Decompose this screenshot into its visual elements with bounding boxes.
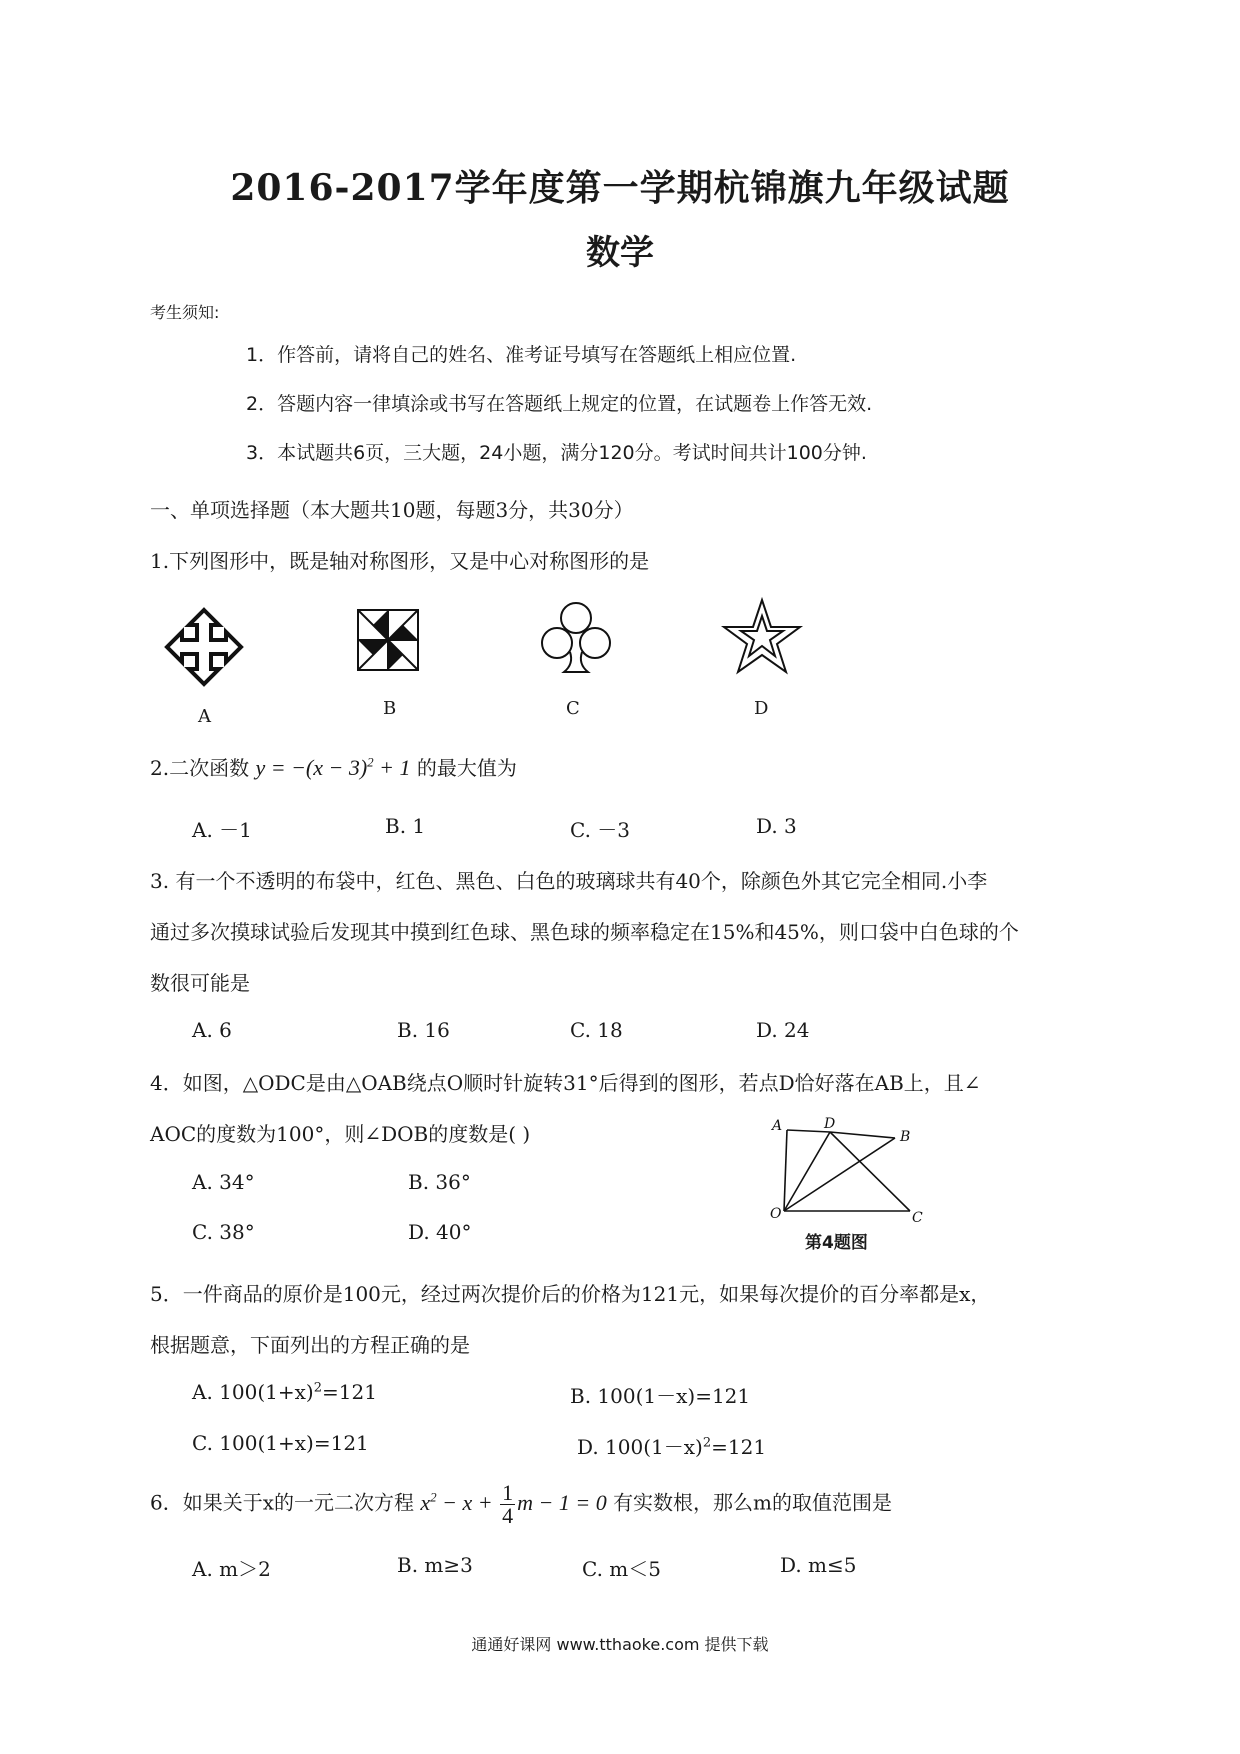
q5-option-d <box>577 1431 766 1460</box>
q5-option-a <box>192 1380 377 1404</box>
q6-prefix: 6．如果关于x的一元二次方程 <box>150 1490 415 1515</box>
notice-heading: 考生须知: <box>150 303 220 322</box>
q4-point-a: A <box>772 1118 783 1134</box>
q3-line-1: 3. 有一个不透明的布袋中，红色、黑色、白色的玻璃球共有40个，除颜色外其它完全相同.小李 <box>150 869 988 893</box>
q6-formula-middle: − x + <box>436 1489 499 1515</box>
q2-formula-exponent: 2 <box>367 754 374 770</box>
q6-formula-exponent: 2 <box>430 1489 437 1505</box>
q2-prefix: 2.二次函数 <box>150 756 250 780</box>
q3-option-a: A. 6 <box>192 1018 232 1042</box>
q5-option-a-rhs: =121 <box>321 1380 377 1404</box>
q2-formula-lhs: y = −(x − 3) <box>255 755 368 780</box>
notice-item-3: 3．本试题共6页，三大题，24小题，满分120分。考试时间共计100分钟. <box>246 442 867 464</box>
pinwheel-icon <box>356 608 420 672</box>
notice-item-2: 2．答题内容一律填涂或书写在答题纸上规定的位置，在试题卷上作答无效. <box>246 393 873 415</box>
q6-option-c: C. m＜5 <box>582 1557 661 1581</box>
q4-option-c: C. 38° <box>192 1220 255 1244</box>
exam-title: 2016-2017学年度第一学期杭锦旗九年级试题 <box>230 167 1010 209</box>
q3-option-c: C. 18 <box>570 1018 623 1042</box>
q3-line-3: 数很可能是 <box>150 971 250 995</box>
q6-formula-x: x <box>420 1489 431 1515</box>
q5-option-d-exponent: 2 <box>702 1435 712 1451</box>
q5-line-2: 根据题意，下面列出的方程正确的是 <box>150 1333 470 1357</box>
q6-formula <box>420 1480 607 1528</box>
q4-line-2: AOC的度数为100°，则∠DOB的度数是( ) <box>150 1122 531 1146</box>
q4-figure-caption: 第4题图 <box>805 1233 868 1253</box>
q1-figure-label-b: B <box>383 698 397 719</box>
q5-option-a-exponent: 2 <box>313 1380 322 1396</box>
q4-point-c: C <box>912 1210 923 1226</box>
q6-fraction <box>500 1482 515 1527</box>
q2-suffix: 的最大值为 <box>416 756 517 780</box>
q4-point-o: O <box>770 1206 782 1222</box>
q4-option-d: D. 40° <box>408 1220 472 1244</box>
q3-line-2: 通过多次摸球试验后发现其中摸到红色球、黑色球的频率稳定在15%和45%，则口袋中白色球的个 <box>150 920 1019 944</box>
q2-formula-rhs: + 1 <box>373 755 411 780</box>
subject-title: 数学 <box>586 233 654 273</box>
page-footer: 通通好课网 www.tthaoke.com 提供下载 <box>471 1635 769 1654</box>
notice-item-1: 1．作答前，请将自己的姓名、准考证号填写在答题纸上相应位置. <box>246 344 797 366</box>
q3-option-d: D. 24 <box>756 1018 810 1042</box>
q5-option-b: B. 100(1－x)=121 <box>570 1384 751 1408</box>
q6-fraction-numerator: 1 <box>502 1480 514 1505</box>
q2-formula <box>255 755 410 780</box>
q4-point-b: B <box>900 1129 911 1145</box>
q2-option-b: B. 1 <box>385 814 426 838</box>
club-icon <box>540 600 612 676</box>
q6-formula-tail: m − 1 = 0 <box>517 1489 607 1515</box>
q5-option-d-rhs: =121 <box>711 1435 767 1459</box>
section-heading: 一、单项选择题（本大题共10题，每题3分，共30分） <box>150 498 634 522</box>
q1-figure-label-a: A <box>198 706 211 727</box>
q4-option-b: B. 36° <box>408 1170 471 1194</box>
q4-point-d: D <box>824 1116 836 1132</box>
q5-option-d-text: D. 100(1－x) <box>577 1435 703 1459</box>
q6-option-a: A. m＞2 <box>192 1557 271 1581</box>
q4-triangle-figure <box>770 1116 930 1226</box>
four-way-arrow-icon <box>165 608 243 686</box>
star-icon <box>722 598 802 674</box>
q6-stem <box>150 1482 892 1527</box>
q4-option-a: A. 34° <box>192 1170 255 1194</box>
q6-option-b: B. m≥3 <box>397 1553 473 1577</box>
q5-option-a-text: A. 100(1+x) <box>192 1380 314 1404</box>
q6-fraction-denominator: 4 <box>502 1503 514 1528</box>
q6-option-d: D. m≤5 <box>780 1553 857 1577</box>
q2-option-d: D. 3 <box>756 814 797 838</box>
q1-figure-label-d: D <box>754 698 769 719</box>
q5-line-1: 5．一件商品的原价是100元，经过两次提价后的价格为121元，如果每次提价的百分率都是x， <box>150 1282 991 1306</box>
q2-option-c: C. －3 <box>570 818 631 842</box>
q1-stem: 1.下列图形中，既是轴对称图形，又是中心对称图形的是 <box>150 549 650 573</box>
q5-option-c: C. 100(1+x)=121 <box>192 1431 369 1455</box>
q4-line-1: 4．如图，△ODC是由△OAB绕点O顺时针旋转31°后得到的图形，若点D恰好落在AB上，且∠ <box>150 1071 981 1095</box>
q2-option-a: A. －1 <box>192 818 252 842</box>
q3-option-b: B. 16 <box>397 1018 450 1042</box>
q6-suffix: 有实数根，那么m的取值范围是 <box>613 1490 893 1515</box>
q2-stem <box>150 752 517 781</box>
q1-figure-label-c: C <box>566 698 580 719</box>
